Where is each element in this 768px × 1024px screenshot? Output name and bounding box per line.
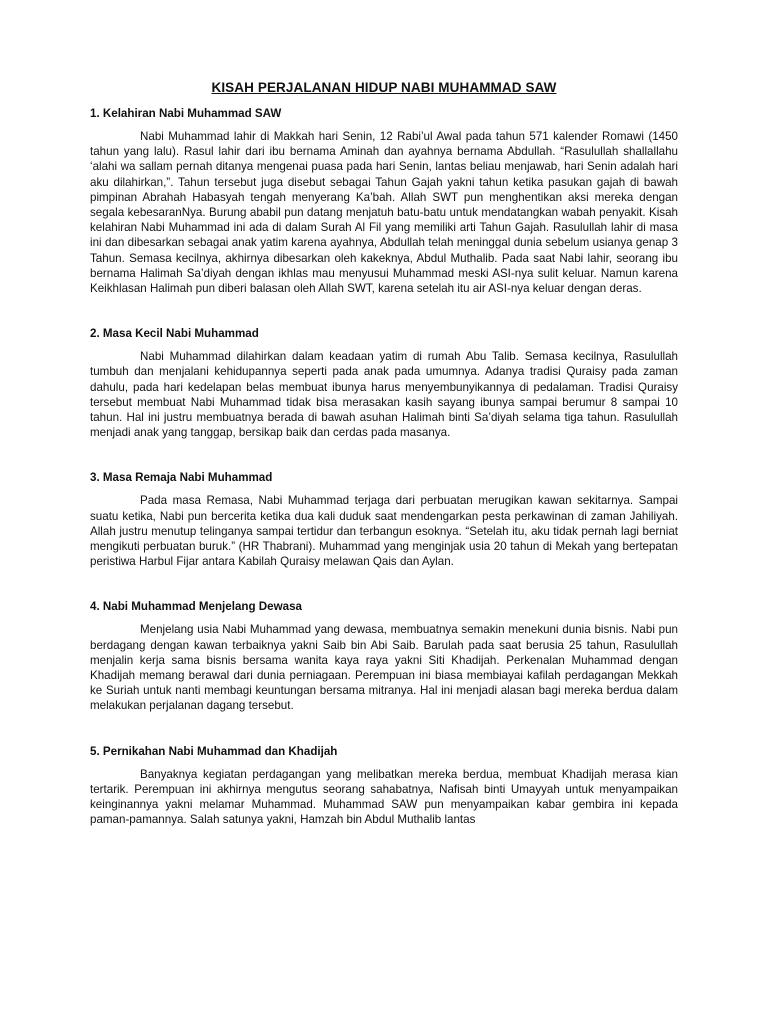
section-paragraph: Nabi Muhammad lahir di Makkah hari Senin, 12 Rabi’ul Awal pada tahun 571 kalender Romawi (1450 tahun yang lalu). Rasul lahir dari ibu bernama Aminah dan ayahnya bernama Abdullah. “Rasulullah shallallahu ‘alahi wa sallam pernah ditanya mengenai puasa pada hari Senin, lantas beliau menjawab, hari Senin adalah hari aku dilahirkan,”. Tahun tersebut juga disebut sebagai Tahun Gajah yakni tahun ketika pasukan gajah di bawah pimpinan Abrahah Habasyah tengah menyerang Ka’bah. Allah SWT pun menghentikan aksi mereka dengan segala kebesaranNya. Burung ababil pun datang menjatuh batu-batu untuk mendatangkan wabah penyakit. Kisah kelahiran Nabi Muhammad ini ada di dalam Surah Al Fil yang memiliki arti Tahun Gajah. Rasulullah lahir di masa ini dan dibesarkan sebagai anak yatim karena ayahnya, Abdullah telah meninggal dunia sebelum usianya genap 3 Tahun. Semasa kecilnya, akhirnya dibesarkan oleh kakeknya, Abdul Muthalib. Pada saat Nabi lahir, seorang ibu bernama Halimah Sa’diyah dengan ikhlas mau menyusui Muhammad meski ASI-nya sulit keluar. Namun karena Keikhlasan Halimah pun diberi balasan oleh Allah SWT, karena setelah itu air ASI-nya keluar dengan deras. (90, 130, 678, 296)
section-paragraph: Pada masa Remasa, Nabi Muhammad terjaga dari perbuatan merugikan kawan sekitarnya. Sampai suatu ketika, Nabi pun bercerita ketika dua kali duduk saat mendengarkan pesta perkawinan di zaman Jahiliyah. Allah justru menutup telinganya sampai tertidur dan terbangun esoknya. “Setelah itu, aku tidak pernah lagi berniat mengikuti perbuatan buruk.” (HR Thabrani). Muhammad yang menginjak usia 20 tahun di Mekah yang bertepatan peristiwa Harbul Fijar antara Kabilah Quraisy melawan Qais dan Aylan. (90, 494, 678, 569)
section-heading: 4. Nabi Muhammad Menjelang Dewasa (90, 600, 302, 614)
document-title: KISAH PERJALANAN HIDUP NABI MUHAMMAD SAW (211, 80, 557, 95)
section-gap (90, 714, 678, 744)
section-masa-remaja (90, 470, 678, 569)
section-gap (90, 569, 678, 599)
section-paragraph: Menjelang usia Nabi Muhammad yang dewasa, membuatnya semakin menekuni dunia bisnis. Nabi pun berdagang dengan kawan terbaiknya yakni Saib bin Abi Saib. Barulah pada saat berusia 25 tahun, Rasulullah menjalin kerja sama bisnis bersama wanita kaya raya yakni Siti Khadijah. Perkenalan Muhammad dengan Khadijah memang berawal dari dunia perniagaan. Perempuan ini biasa membiayai kafilah perdagangan Mekkah ke Suriah untuk nanti membagi keuntungan bersama mitranya. Hal ini menjadi alasan bagi mereka berdua dalam melakukan perjalanan dagang tersebut. (90, 623, 678, 713)
section-menjelang-dewasa (90, 599, 678, 713)
section-heading: 5. Pernikahan Nabi Muhammad dan Khadijah (90, 744, 338, 758)
section-masa-kecil (90, 326, 678, 440)
section-heading: 3. Masa Remaja Nabi Muhammad (90, 471, 273, 485)
section-heading: 1. Kelahiran Nabi Muhammad SAW (90, 107, 282, 120)
section-gap (90, 296, 678, 326)
section-paragraph: Nabi Muhammad dilahirkan dalam keadaan yatim di rumah Abu Talib. Semasa kecilnya, Rasulullah tumbuh dan menjalani kehidupannya seperti pada anak pada umumnya. Adanya tradisi Quraisy pada zaman dahulu, pada hari kedelapan belas membuat ibunya harus menyembunyikannya di pedalaman. Tradisi Quraisy tersebut membuat Nabi Muhammad tidak bisa merasakan kasih sayang ibunya sampai berumur 8 sampai 10 tahun. Hal ini justru membuatnya berada di bawah asuhan Halimah binti Sa’diyah selama tiga tahun. Rasulullah menjadi anak yang tanggap, bersikap baik dan cerdas pada masanya. (90, 350, 678, 440)
section-gap (90, 440, 678, 470)
section-pernikahan (90, 744, 678, 828)
document-page (90, 80, 678, 828)
section-heading: 2. Masa Kecil Nabi Muhammad (90, 327, 259, 341)
section-kelahiran (90, 106, 678, 296)
section-paragraph: Banyaknya kegiatan perdagangan yang melibatkan mereka berdua, membuat Khadijah merasa kian tertarik. Perempuan ini akhirnya mengutus seorang sahabatnya, Nafisah binti Umayyah untuk menyampaikan keinginannya yakni melamar Muhammad. Muhammad SAW pun menyampaikan kabar gembira ini kepada paman-pamannya. Salah satunya yakni, Hamzah bin Abdul Muthalib lantas (90, 767, 678, 827)
